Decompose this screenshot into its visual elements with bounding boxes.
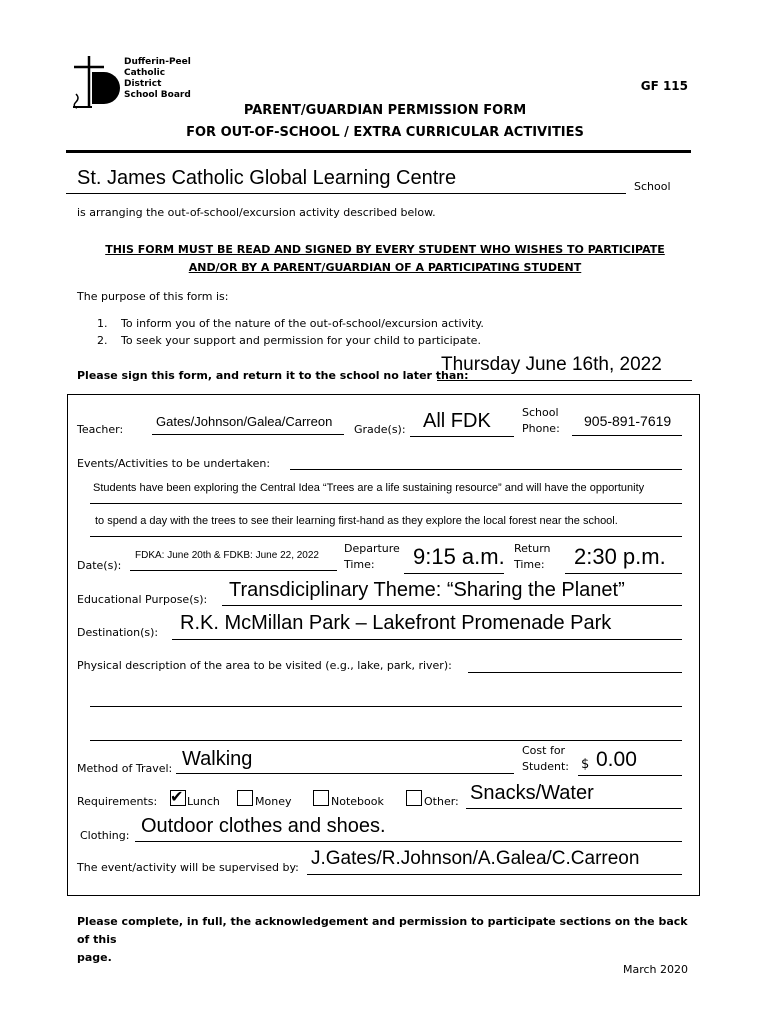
logo-line-3: School Board: [124, 90, 191, 100]
return-time-label: Return Time:: [514, 542, 551, 571]
purpose-item: 2. To seek your support and permission for your child to participate.: [97, 334, 481, 347]
return-time-line: [565, 573, 682, 574]
other-label: Other:: [424, 795, 459, 808]
physical-line-2[interactable]: [90, 706, 682, 707]
other-checkbox[interactable]: [406, 790, 422, 806]
departure-label: Departure Time:: [344, 542, 400, 571]
logo-line-2: Catholic District: [124, 68, 166, 89]
teacher-label: Teacher:: [77, 423, 124, 436]
events-text-1[interactable]: Students have been exploring the Central Idea “Trees are a life sustaining resource” and will have the opportunity: [93, 482, 645, 494]
cost-value[interactable]: 0.00: [596, 748, 637, 771]
dates-label: Date(s):: [77, 559, 122, 572]
physical-description-label: Physical description of the area to be visited (e.g., lake, park, river):: [77, 659, 452, 672]
money-checkbox[interactable]: [237, 790, 253, 806]
cost-label: Cost for Student:: [522, 744, 570, 773]
lunch-label: Lunch: [187, 795, 220, 808]
travel-value[interactable]: Walking: [182, 748, 253, 770]
purpose-item: 1. To inform you of the nature of the out-of-school/excursion activity.: [97, 317, 484, 330]
arranging-text: is arranging the out-of-school/excursion activity described below.: [77, 206, 436, 219]
notebook-checkbox[interactable]: [313, 790, 329, 806]
form-title-line-1: PARENT/GUARDIAN PERMISSION FORM: [243, 103, 527, 118]
physical-line-1[interactable]: [468, 672, 682, 673]
supervised-line: [307, 874, 682, 875]
return-by-line: [437, 380, 692, 381]
travel-label: Method of Travel:: [77, 762, 173, 775]
lunch-check-icon: ✔: [170, 787, 184, 806]
form-title: [0, 100, 770, 144]
destination-value[interactable]: R.K. McMillan Park – Lakefront Promenade Park: [180, 612, 612, 634]
return-time-value[interactable]: 2:30 p.m.: [574, 544, 666, 569]
edu-purpose-line: [222, 605, 682, 606]
teacher-value[interactable]: Gates/Johnson/Galea/Carreon: [156, 414, 333, 429]
supervised-label: The event/activity will be supervised by:: [77, 861, 299, 874]
purpose-intro: The purpose of this form is:: [77, 290, 229, 303]
events-text-2[interactable]: to spend a day with the trees to see their learning first-hand as they explore the local forest near the school.: [95, 515, 618, 527]
must-read-notice: [0, 241, 770, 277]
departure-value[interactable]: 9:15 a.m.: [413, 544, 505, 569]
form-code: GF 115: [640, 79, 688, 93]
school-name-line: [66, 193, 626, 194]
physical-line-3[interactable]: [90, 740, 682, 741]
events-line-1: [290, 469, 682, 470]
destination-label: Destination(s):: [77, 626, 159, 639]
events-line-3: [90, 536, 682, 537]
grades-value[interactable]: All FDK: [423, 410, 491, 432]
events-label: Events/Activities to be undertaken:: [77, 457, 271, 470]
notice-line-1: THIS FORM MUST BE READ AND SIGNED BY EVERY STUDENT WHO WISHES TO PARTICIPATE: [105, 243, 665, 256]
travel-line: [176, 773, 514, 774]
return-by-label: Please sign this form, and return it to the school no later than:: [77, 369, 469, 382]
departure-line: [404, 573, 504, 574]
teacher-line: [152, 434, 344, 435]
money-label: Money: [255, 795, 292, 808]
clothing-line: [135, 841, 682, 842]
footer-note: Please complete, in full, the acknowledgement and permission to participate sections on the back of this page.: [77, 915, 688, 964]
events-line-2: [90, 503, 682, 504]
school-phone-value[interactable]: 905-891-7619: [584, 413, 672, 429]
form-title-line-2: FOR OUT-OF-SCHOOL / EXTRA CURRICULAR ACTIVITIES: [186, 125, 584, 140]
cost-currency: $: [581, 757, 590, 772]
cost-line: [578, 775, 682, 776]
school-label: School: [634, 180, 671, 193]
header-rule: [66, 150, 691, 153]
requirements-label: Requirements:: [77, 795, 158, 808]
supervised-value[interactable]: J.Gates/R.Johnson/A.Galea/C.Carreon: [311, 848, 640, 869]
purpose-list: [97, 315, 484, 349]
edu-purpose-label: Educational Purpose(s):: [77, 593, 208, 606]
dates-value[interactable]: FDKA: June 20th & FDKB: June 22, 2022: [135, 550, 319, 561]
notice-line-2: AND/OR BY A PARENT/GUARDIAN OF A PARTICIPATING STUDENT: [188, 261, 582, 274]
return-by-value[interactable]: Thursday June 16th, 2022: [441, 354, 662, 375]
school-phone-line: [572, 435, 682, 436]
clothing-label: Clothing:: [80, 829, 130, 842]
school-phone-label: School Phone:: [522, 406, 560, 435]
other-value[interactable]: Snacks/Water: [470, 782, 594, 804]
clothing-value[interactable]: Outdoor clothes and shoes.: [141, 815, 386, 837]
dates-line: [130, 570, 337, 571]
notebook-label: Notebook: [331, 795, 384, 808]
other-line: [466, 808, 682, 809]
grades-line: [410, 436, 514, 437]
edu-purpose-value[interactable]: Transdiciplinary Theme: “Sharing the Planet”: [229, 579, 625, 601]
footer-date: March 2020: [622, 963, 688, 976]
logo-line-1: Dufferin-Peel: [124, 57, 191, 67]
destination-line: [172, 639, 682, 640]
grades-label: Grade(s):: [354, 423, 406, 436]
school-name-value[interactable]: St. James Catholic Global Learning Centre: [77, 167, 457, 189]
